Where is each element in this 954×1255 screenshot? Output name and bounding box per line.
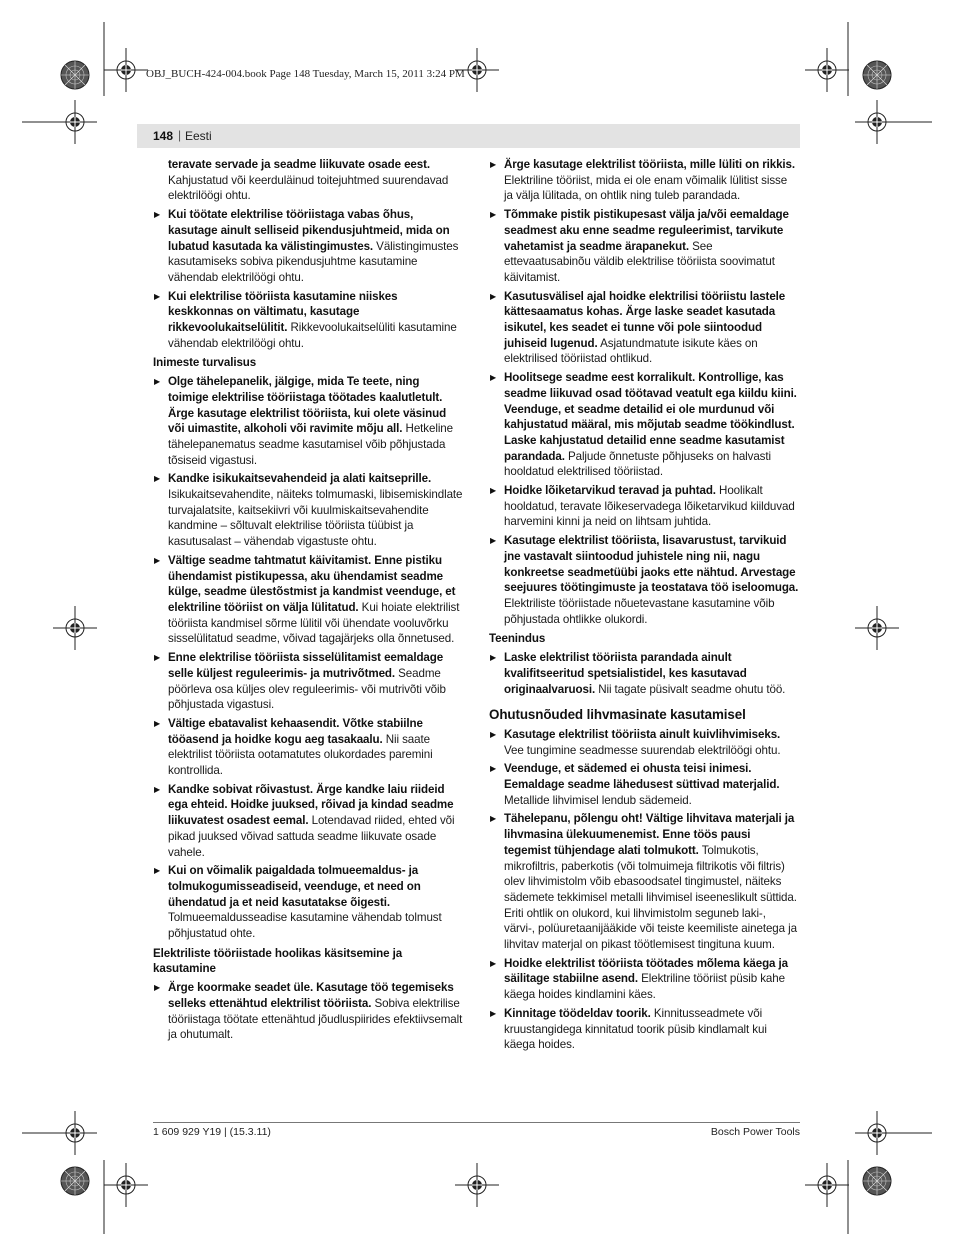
list-item — [489, 650, 799, 697]
item-text: Kui hoiate elektrilist tööriista kandmisel sõrme lülitil või ühendate vooluvõrku sisselülitatud seadme, võivad tagajärjeks olla õnnetused. — [168, 600, 460, 646]
header-separator: | — [178, 128, 182, 142]
item-bold: Tähelepanu, põlengu oht! Vältige lihvitava materjali ja lihvmasina ülekuumenemist. Enne töös pausi tegemist tühjendage alati tolmukott. — [504, 812, 795, 857]
list-item — [153, 471, 463, 550]
list-item — [489, 483, 799, 530]
print-info: OBJ_BUCH-424-004.book Page 148 Tuesday, March 15, 2011 3:24 PM — [146, 68, 465, 80]
item-bold: Kandke isikukaitsevahendeid ja alati kaitseprille. — [168, 472, 432, 486]
item-text: Kahjustatud või keerduläinud toitejuhtmed suurendavad elektrilöögi ohtu. — [168, 173, 449, 203]
right-column — [489, 157, 799, 1056]
item-bold: Hoolitsege seadme eest korralikult. Kontrollige, kas seadme liikuvad osad töötavad veatult ega kiildu kiini. Veenduge, et seadme detailid ei ole murdunud või kahjustatud määral, mis mõjutab seadme töökindlust. Laske kahjustatud detailid enne seadme kasutamist parandada. — [504, 371, 797, 463]
list-item — [153, 553, 463, 647]
item-bold: Vältige seadme tahtmatut käivitamist. Enne pistiku ühendamist pistikupessa, aku ühendamist seadme külge, seadme ülestõstmist ja kandmist veenduge, et elektriline tööriist on välja lülitatud. — [168, 553, 456, 614]
bullet-arrow-icon: ▶ — [154, 210, 161, 220]
list-item — [489, 289, 799, 368]
heading-grinder-safety: Ohutusnõuded lihvmasinate kasutamisel — [489, 707, 746, 723]
list-item — [153, 289, 463, 352]
bullet-arrow-icon: ▶ — [490, 160, 497, 169]
footer-brand: Bosch Power Tools — [710, 1126, 800, 1138]
item-bold: teravate servade ja seadme liikuvate osade eest. — [168, 158, 431, 171]
item-text: Elektriline tööriist, mida ei ole enam võimalik lülitist sisse ja välja lülitada, on ohtlik ning tuleb parandada. — [504, 173, 788, 203]
item-bold: Hoidke lõiketarvikud teravad ja puhtad. — [504, 484, 716, 498]
item-bold: Hoidke elektrilist tööriista töötades mõlema käega ja säilitage stabiilne asend. — [504, 956, 788, 986]
item-text: Elektriline tööriist püsib kahe käega hoides kindlamini käes. — [504, 972, 785, 1002]
item-bold: Kui töötate elektrilise tööriistaga vabas õhus, kasutage ainult selliseid pikendusjuhtmeid, mida on lubatud kasutada ka välistingimustes. — [168, 208, 450, 253]
item-bold: Veenduge, et sädemed ei ohusta teisi inimesi. Eemaldage seadme lähedusest süttivad materjalid. — [504, 762, 780, 792]
item-text: Sobiva elektrilise tööriistaga töötate ettenähtud jõudluspiirides efektiivsemalt ja ohutumalt. — [168, 996, 463, 1042]
item-bold: Kui on võimalik paigaldada tolmueemaldus- ja tolmukogumisseadiseid, veenduge, et need on ühendatud ja et neid kasutatakse õigesti. — [168, 864, 421, 909]
list-item — [489, 370, 799, 480]
section-heading-service: Teenindus — [489, 632, 546, 646]
list-item — [489, 727, 799, 758]
list-item — [153, 650, 463, 713]
item-bold: Enne elektrilise tööriista sisselülitamist eemaldage selle küljest reguleerimis- ja mutrivõtmed. — [168, 651, 444, 680]
item-text: Lotendavad riided, ehted või pikad juuksed võivad sattuda seadme liikuvate osade vahele. — [168, 814, 455, 859]
item-bold: Kandke sobivat rõivastust. Ärge kandke laiu riideid ega ehteid. Hoidke juuksed, rõivad ja kindad seadme liikuvatest osadest eemal. — [168, 782, 454, 828]
item-text: Kinnitusseadmete või kruustangidega kinnitatud toorik püsib kindlamalt kui käega hoides. — [504, 1006, 767, 1052]
bullet-arrow-icon: ▶ — [490, 729, 497, 739]
page-number: 148 — [153, 129, 174, 143]
item-text: See ettevaatusabinõu väldib elektrilise tööriista soovimatut käivitamist. — [504, 239, 775, 284]
item-text: Rikkevoolukaitselüliti kasutamine vähendab elektrilöögi ohtu. — [168, 321, 457, 350]
item-text: Hoolikalt hooldatud, teravate lõikeservadega lõiketarvikud kiilduvad harvemini kinni ja neid on lihtsam juhtida. — [504, 484, 795, 529]
section-heading-people: Inimeste turvalisus — [153, 356, 257, 370]
bullet-arrow-icon: ▶ — [490, 486, 497, 496]
item-bold: Kinnitage töödeldav toorik. — [504, 1006, 651, 1020]
list-item — [153, 157, 463, 204]
list-item — [153, 207, 463, 286]
bullet-arrow-icon: ▶ — [154, 291, 161, 301]
bullet-arrow-icon: ▶ — [490, 653, 497, 663]
item-text: Elektriliste tööriistade nõuetevastane kasutamine võib põhjustada ohtlikke olukordi. — [504, 596, 775, 626]
item-text: Seadme pöörleva osa küljes olev reguleerimis- või mutrivõti võib põhjustada vigastusi. — [168, 666, 446, 712]
bullet-arrow-icon: ▶ — [490, 958, 497, 968]
list-item — [153, 863, 463, 942]
bullet-arrow-icon: ▶ — [154, 555, 161, 565]
item-text: Välistingimustes kasutamiseks sobiva pikendusjuhtme kasutamine vähendab elektrilöögi ohtu. — [168, 239, 459, 284]
item-bold: Kui elektrilise tööriista kasutamine niiskes keskkonnas on vältimatu, kasutage rikkevoolukaitselülitit. — [168, 289, 398, 335]
item-text: Nii tagate püsivalt seadme ohutu töö. — [595, 682, 786, 696]
item-bold: Ärge koormake seadet üle. Kasutage töö tegemiseks selleks ettenähtud elektrilist tööriista. — [168, 981, 454, 1010]
bullet-arrow-icon: ▶ — [490, 291, 497, 301]
list-item — [489, 811, 799, 952]
item-text: Asjatundmatute isikute käes on elektrilised tööriistad ohtlikud. — [504, 336, 758, 366]
bullet-arrow-icon: ▶ — [490, 1008, 497, 1018]
item-bold: Vältige ebatavalist kehaasendit. Võtke stabiilne tööasend ja hoidke kogu aeg tasakaalu. — [168, 716, 423, 746]
list-item — [489, 533, 799, 627]
bullet-arrow-icon: ▶ — [490, 536, 497, 546]
list-item — [153, 374, 463, 468]
list-item — [153, 716, 463, 779]
bullet-arrow-icon: ▶ — [490, 814, 497, 824]
bullet-arrow-icon: ▶ — [154, 983, 161, 993]
bullet-arrow-icon: ▶ — [490, 210, 497, 220]
list-item — [489, 1006, 799, 1053]
list-item — [489, 157, 799, 204]
section-heading-handling: Elektriliste tööriistade hoolikas käsitsemine ja kasutamine — [153, 946, 403, 976]
item-bold: Kasutage elektrilist tööriista, lisavarustust, tarvikuid jne vastavalt siintoodud juhistele ning nii, nagu konkreetse seadmetüübi jaoks ette nähtud. Arvestage seejuures töötingimuste ja teostatava töö iseloomuga. — [504, 534, 799, 595]
bullet-arrow-icon: ▶ — [154, 866, 161, 876]
item-text: Hetkeline tähelepanematus seadme kasutamisel võib põhjustada tõsiseid vigastusi. — [168, 422, 453, 467]
item-text: Tolmukotis, mikrofiltris, paberkotis (või tolmuimeja filtrikotis või filtris) olev lihvimistolm võib ebasoodsatel tingimustel, näiteks sädemete tekkimisel metalli lihvimisel iseeneslikult süttida. Eriti ohtlik on olukord, kui lihvimistolm seguneb laki-, värvi-, polüuretaanijääkide või teiste keemiliste ainetega ja lihvitav materjal on pikast töötlemisest tingituna kuum. — [504, 843, 797, 952]
bullet-arrow-icon: ▶ — [490, 764, 497, 774]
item-bold: Kasutusvälisel ajal hoidke elektrilisi tööriistu lastele kättesaamatus kohas. Ärge laske seadet kasutada isikutel, kes seadet ei tunne või pole siintoodud juhiseid lugenud. — [504, 289, 786, 350]
footer-divider — [153, 1122, 800, 1123]
page-header — [137, 124, 800, 148]
bullet-arrow-icon: ▶ — [154, 653, 161, 663]
item-text: Metallide lihvimisel lendub sädemeid. — [504, 793, 692, 807]
item-text: Vee tungimine seadmesse suurendab elektrilöögi ohtu. — [504, 743, 781, 757]
item-bold: Tõmmake pistik pistikupesast välja ja/või eemaldage seadmest aku enne seadme reguleerimist, tarvikute vahetamist ja seadme ärapanekut. — [504, 208, 789, 253]
item-bold: Laske elektrilist tööriista parandada ainult kvalifitseeritud spetsialistidel, kes kasutavad originaalvaruosi. — [504, 651, 747, 696]
header-language: Eesti — [185, 129, 212, 143]
item-text: Tolmueemaldusseadise kasutamine vähendab tolmust põhjustatud ohte. — [168, 911, 442, 941]
list-item — [489, 761, 799, 808]
list-item — [489, 956, 799, 1003]
bullet-arrow-icon: ▶ — [154, 377, 161, 387]
bullet-arrow-icon: ▶ — [154, 784, 161, 794]
bullet-arrow-icon: ▶ — [490, 373, 497, 383]
bullet-arrow-icon: ▶ — [154, 474, 161, 484]
item-text: Isikukaitsevahendite, näiteks tolmumaski, libisemiskindlate turvajalatsite, kaitsekiivri või kuulmiskaitsevahendite kandmine – sõltuvalt elektrilise tööriista tüübist ja kasutusalast – vähendab vigastuste ohtu. — [168, 488, 463, 549]
list-item — [153, 782, 463, 861]
item-bold: Kasutage elektrilist tööriista ainult kuivlihvimiseks. — [504, 727, 781, 741]
item-text: Paljude õnnetuste põhjuseks on halvasti hooldatud elektrilised tööriistad. — [504, 449, 771, 479]
left-column — [153, 157, 463, 1046]
bullet-arrow-icon: ▶ — [154, 718, 161, 728]
list-item — [153, 980, 463, 1043]
list-item — [489, 207, 799, 286]
footer-doc-number: 1 609 929 Y19 | (15.3.11) — [153, 1126, 271, 1138]
item-bold: Olge tähelepanelik, jälgige, mida Te teete, ning toimige elektrilise tööriistaga töötades kaalutletult. Ärge kasutage elektrilist tööriista, kui olete väsinud või uimastite, alkoholi või ravimite mõju all. — [168, 375, 447, 436]
item-text: Nii saate elektrilist tööriista ootamatutes olukordades paremini kontrollida. — [168, 732, 433, 778]
item-bold: Ärge kasutage elektrilist tööriista, mille lüliti on rikkis. — [504, 158, 796, 171]
